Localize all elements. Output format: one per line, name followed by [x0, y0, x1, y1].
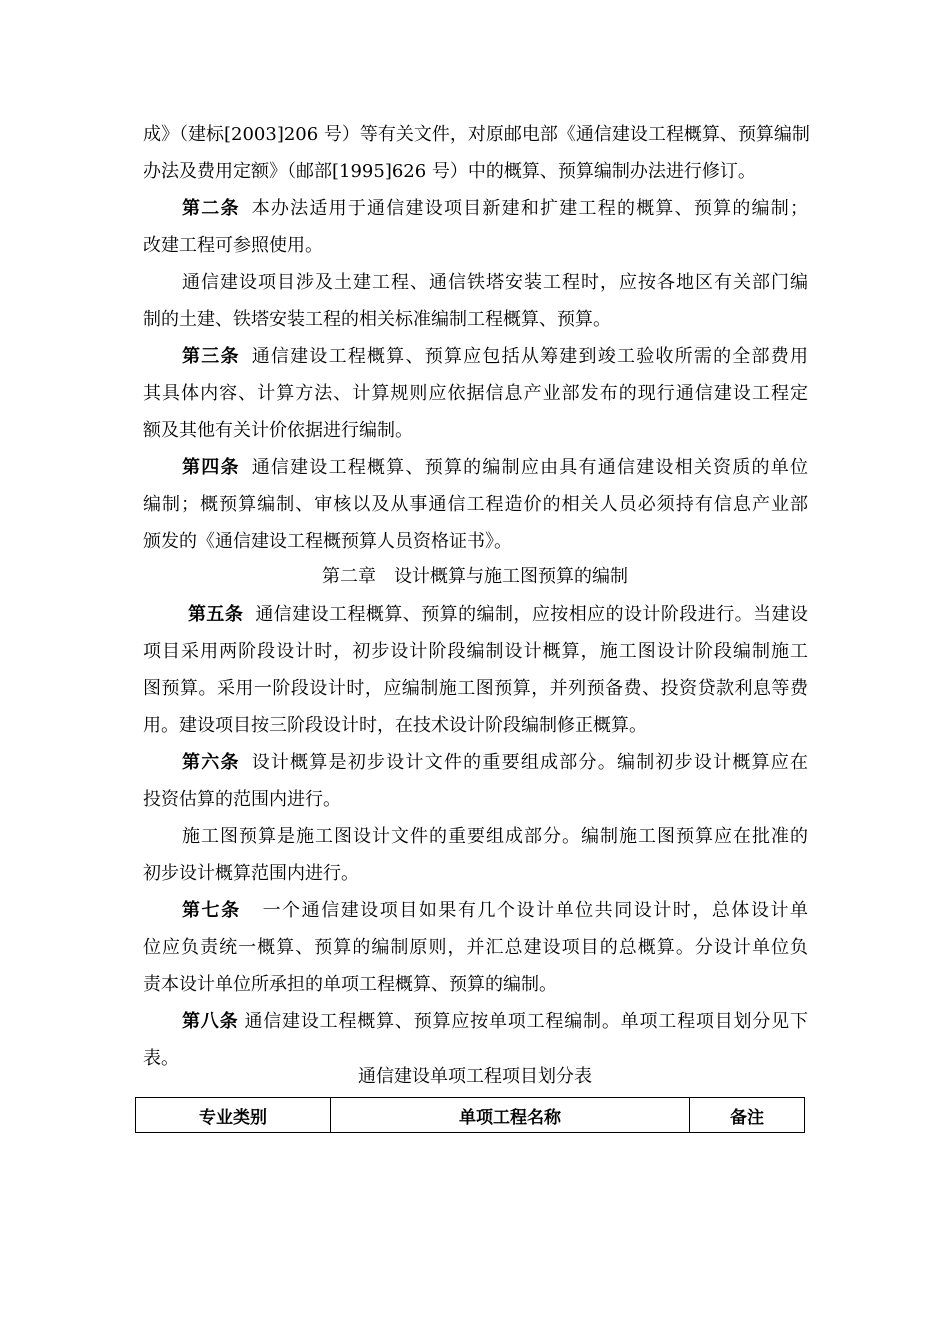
- article-4-line: [182, 457, 808, 479]
- article-7-text: 一个通信建设项目如果有几个设计单位共同设计时，总体设计单: [262, 900, 809, 921]
- paragraph-line: 初步设计概算范围内进行。: [143, 863, 359, 884]
- paragraph-line: 办法及费用定额》（邮部[1995]626 号）中的概算、预算编制办法进行修订。: [143, 161, 756, 182]
- article-6-text: 设计概算是初步设计文件的重要组成部分。编制初步设计概算应在: [251, 752, 809, 773]
- paragraph-line: 改建工程可参照使用。: [143, 235, 323, 256]
- paragraph-line: 编制；概预算编制、审核以及从事通信工程造价的相关人员必须持有信息产业部: [143, 494, 808, 515]
- paragraph-line: 投资估算的范围内进行。: [143, 789, 341, 810]
- article-6-heading: 第六条: [182, 752, 240, 773]
- article-8-heading: 第八条: [182, 1011, 239, 1032]
- project-division-table: [135, 1097, 805, 1133]
- paragraph-line: 位应负责统一概算、预算的编制原则，并汇总建设项目的总概算。分设计单位负: [143, 937, 808, 958]
- table-header-row: [136, 1098, 805, 1133]
- paragraph-line: 通信建设项目涉及土建工程、通信铁塔安装工程时，应按各地区有关部门编: [182, 272, 808, 293]
- paragraph-line: 颁发的《通信建设工程概预算人员资格证书》。: [143, 531, 512, 552]
- article-8-line: [182, 1011, 808, 1033]
- article-5-heading: 第五条: [188, 604, 244, 625]
- article-7-heading: 第七条: [182, 900, 241, 921]
- article-3-text: 通信建设工程概算、预算应包括从筹建到竣工验收所需的全部费用: [251, 346, 809, 367]
- header-project-name: 单项工程名称: [331, 1098, 690, 1133]
- article-2-line: [182, 198, 808, 220]
- paragraph-line: 图预算。采用一阶段设计时，应编制施工图预算，并列预备费、投资贷款利息等费: [143, 678, 808, 699]
- paragraph-line: 项目采用两阶段设计时，初步设计阶段编制设计概算，施工图设计阶段编制施工: [143, 641, 808, 662]
- article-7-line: [182, 900, 808, 922]
- article-6-line: [182, 752, 808, 774]
- paragraph-line: 制的土建、铁塔安装工程的相关标准编制工程概算、预算。: [143, 309, 611, 330]
- article-3-line: [182, 346, 808, 368]
- paragraph-line: 成》（建标[2003]206 号）等有关文件，对原邮电部《通信建设工程概算、预算编制: [143, 124, 810, 145]
- chapter-heading: 第二章 设计概算与施工图预算的编制: [322, 566, 628, 587]
- paragraph-line: 表。: [143, 1048, 179, 1069]
- paragraph-line: 施工图预算是施工图设计文件的重要组成部分。编制施工图预算应在批准的: [182, 826, 808, 847]
- article-8-text: 通信建设工程概算、预算应按单项工程编制。单项工程项目划分见下: [244, 1011, 808, 1032]
- article-4-text: 通信建设工程概算、预算的编制应由具有通信建设相关资质的单位: [251, 457, 809, 478]
- paragraph-line: 其具体内容、计算方法、计算规则应依据信息产业部发布的现行通信建设工程定: [143, 383, 808, 404]
- article-5-line: [188, 604, 808, 626]
- paragraph-line: 额及其他有关计价依据进行编制。: [143, 420, 413, 441]
- paragraph-line: 用。建设项目按三阶段设计时，在技术设计阶段编制修正概算。: [143, 715, 647, 736]
- header-remarks: 备注: [690, 1098, 805, 1133]
- header-category: 专业类别: [136, 1098, 331, 1133]
- article-3-heading: 第三条: [182, 346, 240, 367]
- article-5-text: 通信建设工程概算、预算的编制，应按相应的设计阶段进行。当建设: [255, 604, 808, 625]
- table-caption: 通信建设单项工程项目划分表: [358, 1066, 592, 1087]
- article-2-text: 本办法适用于通信建设项目新建和扩建工程的概算、预算的编制；: [251, 198, 809, 219]
- article-4-heading: 第四条: [182, 457, 240, 478]
- paragraph-line: 责本设计单位所承担的单项工程概算、预算的编制。: [143, 974, 557, 995]
- article-2-heading: 第二条: [182, 198, 240, 219]
